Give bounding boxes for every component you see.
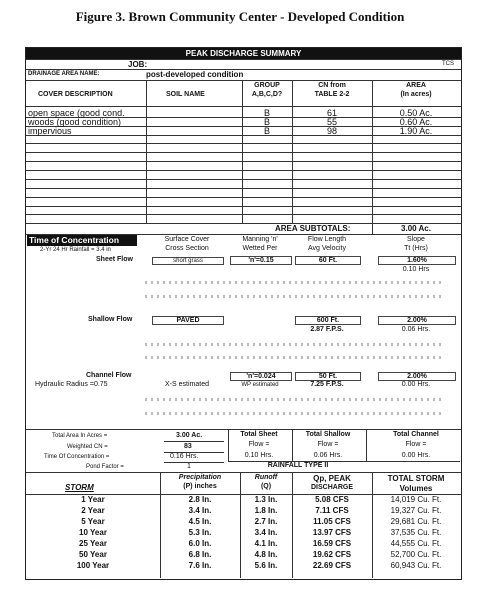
volume-row-3: 29,681 Cu. Ft. (390, 517, 442, 526)
volume-row-6: 52,700 Cu. Ft. (390, 550, 442, 559)
summary-title: PEAK DISCHARGE SUMMARY (26, 48, 461, 59)
pond-factor-label: Pond Factor = (86, 464, 124, 470)
cover-row-1-area: 0.50 Ac. (399, 108, 433, 118)
storm-row-4: 10 Year (79, 528, 107, 537)
pond-factor-value: 1 (187, 463, 191, 470)
sheet-surface: short grass (152, 257, 224, 265)
area-header-1: AREA (406, 82, 426, 89)
precip-row-3: 4.5 In. (188, 517, 212, 526)
sheet-flow-label: Sheet Flow (96, 256, 133, 263)
channel-slope: 2.00% (378, 372, 456, 381)
peak-row-2: 7.11 CFS (315, 506, 349, 515)
job-label: JOB: (128, 60, 148, 69)
storm-row-6: 50 Year (79, 550, 107, 559)
shallow-length: 600 Ft. (295, 316, 361, 325)
precip-row-6: 6.8 In. (188, 550, 212, 559)
storm-row-5: 25 Year (79, 539, 107, 548)
toc-title: Time of Concentration (27, 235, 137, 246)
channel-length: 50 Ft. (295, 372, 361, 381)
hydraulic-radius: Hydraulic Radius =0.75 (35, 381, 108, 388)
weighted-cn-label: Weighted CN = (67, 444, 108, 450)
group-header-2: A,B,C,D? (251, 91, 283, 98)
cover-row-2-description: woods (good condition) (28, 117, 122, 127)
area-subtotal-value: 3.00 Ac. (401, 224, 431, 233)
peak-row-4: 13.97 CFS (312, 528, 352, 537)
precip-header-2: (P) inches (183, 483, 217, 490)
precip-row-2: 3.4 In. (188, 506, 212, 515)
toc-total-value: 0.16 Hrs. (170, 453, 199, 460)
volume-row-4: 37,535 Cu. Ft. (390, 528, 442, 537)
runoff-row-6: 4.8 In. (254, 550, 278, 559)
total-channel-value: 0.00 Hrs. (401, 452, 431, 459)
runoff-header-1: Runoff (254, 474, 278, 481)
cn-header-1: CN from (318, 82, 346, 89)
peak-row-7: 22.69 CFS (312, 561, 352, 570)
volume-row-7: 60,943 Cu. Ft. (390, 561, 442, 570)
slope-header-1: Slope (407, 236, 425, 243)
peak-row-3: 11.05 CFS (313, 517, 351, 526)
channel-xs: X-S estimated (165, 381, 209, 388)
storm-row-2: 2 Year (81, 506, 105, 515)
cover-row-1-description: open space (good cond. (28, 108, 125, 118)
tcs-label: TCS (442, 61, 454, 67)
rainfall-type: RAINFALL TYPE II (267, 462, 329, 469)
runoff-row-3: 2.7 In. (254, 517, 278, 526)
sheet-tt: 0.10 Hrs (402, 266, 430, 273)
storm-row-1: 1 Year (81, 495, 105, 504)
manning-header-2: Wetted Per (242, 245, 278, 252)
volume-row-1: 14,019 Cu. Ft. (390, 495, 442, 504)
total-shallow-head-1: Total Shallow (305, 431, 351, 438)
runoff-row-2: 1.8 In. (254, 506, 278, 515)
channel-wp: WP estimated (241, 382, 279, 388)
total-shallow-value: 0.06 Hrs. (313, 452, 343, 459)
peak-row-1: 5.08 CFS (315, 495, 349, 504)
channel-tt: 0.00 Hrs. (401, 381, 431, 388)
flow-header-1: Flow Length (307, 236, 347, 243)
runoff-row-4: 3.4 In. (254, 528, 278, 537)
shallow-tt: 0.06 Hrs. (401, 326, 431, 333)
storm-header: STORM (65, 483, 94, 492)
peak-row-6: 19.62 CFS (312, 550, 352, 559)
precip-row-4: 5.3 In. (188, 528, 212, 537)
area-header-2: (In acres) (400, 91, 432, 98)
total-channel-head-1: Total Channel (393, 431, 439, 438)
weighted-cn-value: 83 (184, 443, 192, 450)
soil-name-header: SOIL NAME (166, 91, 205, 98)
cover-row-2-group: B (263, 117, 270, 127)
total-sheet-head-2: Flow = (248, 441, 270, 448)
sheet-manning: 'n'=0.15 (230, 256, 292, 265)
total-channel-head-2: Flow = (405, 441, 427, 448)
surface-header-1: Surface Cover (164, 236, 210, 243)
channel-flow-label: Channel Flow (86, 372, 132, 379)
precip-row-5: 6.0 In. (188, 539, 212, 548)
runoff-row-1: 1.3 In. (254, 495, 278, 504)
total-sheet-value: 0.10 Hrs. (244, 452, 274, 459)
runoff-header-2: (Q) (260, 483, 272, 490)
channel-velocity: 7.25 F.P.S. (310, 381, 344, 388)
cover-row-2-area: 0.60 Ac. (399, 117, 433, 127)
cover-row-3-group: B (263, 126, 270, 136)
drainage-area-value: post-developed condition (146, 70, 244, 79)
total-shallow-head-2: Flow = (317, 441, 339, 448)
manning-header-1: Manning 'n' (242, 236, 278, 243)
flow-header-2: Avg Velocity (307, 245, 346, 252)
runoff-row-5: 4.1 In. (254, 539, 278, 548)
peak-row-5: 16.59 CFS (312, 539, 352, 548)
cover-row-1-group: B (263, 108, 270, 118)
shallow-surface: PAVED (152, 316, 224, 325)
cover-description-header: COVER DESCRIPTION (38, 91, 113, 98)
runoff-row-7: 5.6 In. (254, 561, 278, 570)
sheet-length: 60 Ft. (295, 256, 361, 265)
slope-header-2: Tt (Hrs) (404, 245, 428, 252)
surface-header-2: Cross Section (165, 245, 209, 252)
shallow-velocity: 2.87 F.P.S. (310, 326, 344, 333)
volume-header-2: Volumes (399, 484, 433, 493)
total-area-value: 3.00 Ac. (176, 432, 203, 439)
channel-manning: 'n'=0.024 (230, 372, 292, 381)
cover-row-3-description: impervious (28, 126, 72, 136)
volume-row-2: 19,327 Cu. Ft. (390, 506, 442, 515)
total-area-label: Total Area In Acres = (52, 433, 108, 439)
storm-row-3: 5 Year (81, 517, 105, 526)
figure-title: Figure 3. Brown Community Center - Developed Condition (75, 9, 405, 24)
toc-total-label: Time Of Concentration = (44, 454, 110, 460)
cover-row-2-cn: 55 (326, 117, 337, 127)
cover-row-1-cn: 61 (326, 108, 337, 118)
cover-row-3-area: 1.90 Ac. (399, 126, 433, 136)
volume-row-5: 44,555 Cu. Ft. (390, 539, 442, 548)
shallow-flow-label: Shallow Flow (88, 316, 133, 323)
peak-header-1: Qp, PEAK (313, 474, 351, 483)
peak-header-2: DISCHARGE (310, 484, 353, 491)
total-sheet-head-1: Total Sheet (240, 431, 278, 438)
precip-row-1: 2.8 In. (188, 495, 212, 504)
precip-row-7: 7.6 In. (188, 561, 212, 570)
volume-header-1: TOTAL STORM (387, 474, 445, 483)
drainage-area-label: DRAINAGE AREA NAME: (28, 71, 100, 77)
shallow-slope: 2.00% (378, 316, 456, 325)
cn-header-2: TABLE 2-2 (314, 91, 350, 98)
precip-header-1: Precipitation (178, 474, 222, 481)
area-subtotal-label: AREA SUBTOTALS: (275, 224, 351, 233)
sheet-slope: 1.60% (378, 256, 456, 265)
rainfall-note: 2-Yr 24 Hr Rainfall = 3.4 in (40, 247, 111, 253)
storm-row-7: 100 Year (76, 561, 110, 570)
group-header-1: GROUP (254, 82, 280, 89)
cover-row-3-cn: 98 (326, 126, 337, 136)
